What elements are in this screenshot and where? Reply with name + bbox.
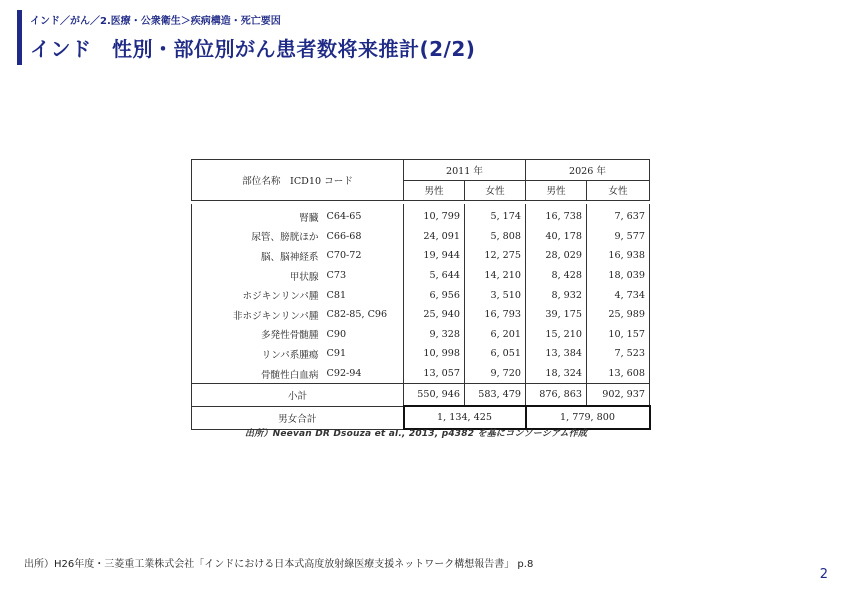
header-male-2011: 男性 — [404, 180, 465, 201]
header-year-2011: 2011 年 — [404, 160, 526, 181]
value-cell: 16, 793 — [465, 305, 526, 325]
subtotal-value: 876, 863 — [526, 384, 587, 407]
value-cell: 13, 057 — [404, 364, 465, 384]
icd10-code: C91 — [326, 348, 347, 360]
value-cell: 4, 734 — [587, 285, 650, 305]
table-row — [192, 344, 650, 364]
site-name: リンパ系腫瘍 — [192, 344, 325, 364]
table-row — [192, 305, 650, 325]
table-row — [192, 285, 650, 305]
value-cell: 6, 956 — [404, 285, 465, 305]
value-cell: 12, 275 — [465, 246, 526, 266]
value-cell: 8, 932 — [526, 285, 587, 305]
value-cell: 25, 989 — [587, 305, 650, 325]
value-cell: 7, 637 — [587, 204, 650, 227]
value-cell: 5, 644 — [404, 266, 465, 286]
subtotal-value: 583, 479 — [465, 384, 526, 407]
total-2011: 1, 134, 425 — [404, 406, 526, 429]
value-cell: 9, 720 — [465, 364, 526, 384]
icd10-code: C73 — [326, 270, 347, 282]
subtotal-value: 550, 946 — [404, 384, 465, 407]
value-cell: 10, 799 — [404, 204, 465, 227]
subtotal-row — [192, 384, 650, 407]
page-number: 2 — [819, 567, 828, 582]
value-cell: 16, 738 — [526, 204, 587, 227]
icd10-code: C66-68 — [326, 230, 362, 242]
table-row — [192, 364, 650, 384]
source-note: 出所）H26年度・三菱重工業株式会社「インドにおける日本式高度放射線医療支援ネットワーク構想報告書」 p.8 — [24, 559, 534, 570]
value-cell: 6, 201 — [465, 325, 526, 345]
value-cell: 6, 051 — [465, 344, 526, 364]
icd10-code: C70-72 — [326, 250, 362, 262]
subtotal-label: 小計 — [192, 384, 404, 407]
icd10-code: C90 — [326, 328, 347, 340]
value-cell: 40, 178 — [526, 227, 587, 247]
value-cell: 24, 091 — [404, 227, 465, 247]
value-cell: 28, 029 — [526, 246, 587, 266]
site-name: 非ホジキンリンパ腫 — [192, 305, 325, 325]
breadcrumb: インド／がん／2.医療・公衆衛生＞疾病構造・死亡要因 — [30, 16, 281, 27]
site-name: 腎臓 — [192, 204, 325, 227]
value-cell: 39, 175 — [526, 305, 587, 325]
header-site-code: 部位名称 ICD10 コード — [192, 160, 404, 201]
icd10-code: C82-85, C96 — [326, 309, 388, 321]
site-name: 骨髄性白血病 — [192, 364, 325, 384]
header-male-2026: 男性 — [526, 180, 587, 201]
subtotal-value: 902, 937 — [587, 384, 650, 407]
site-name: 甲状腺 — [192, 266, 325, 286]
value-cell: 16, 938 — [587, 246, 650, 266]
value-cell: 5, 174 — [465, 204, 526, 227]
icd10-code: C81 — [326, 289, 347, 301]
value-cell: 7, 523 — [587, 344, 650, 364]
page-title: インド 性別・部位別がん患者数将来推計(2/2) — [30, 37, 476, 61]
value-cell: 18, 039 — [587, 266, 650, 286]
table-row — [192, 325, 650, 345]
value-cell: 10, 998 — [404, 344, 465, 364]
value-cell: 14, 210 — [465, 266, 526, 286]
cancer-patient-table — [191, 159, 651, 430]
header-female-2026: 女性 — [587, 180, 650, 201]
table-row — [192, 204, 650, 227]
site-name: 脳、脳神経系 — [192, 246, 325, 266]
icd10-code: C92-94 — [326, 368, 362, 380]
value-cell: 15, 210 — [526, 325, 587, 345]
value-cell: 8, 428 — [526, 266, 587, 286]
total-label: 男女合計 — [192, 406, 404, 429]
title-accent-bar — [17, 10, 22, 65]
value-cell: 9, 577 — [587, 227, 650, 247]
total-2026: 1, 779, 800 — [526, 406, 650, 429]
header-year-2026: 2026 年 — [526, 160, 650, 181]
table-row — [192, 246, 650, 266]
table-caption: 出所）Neevan DR Dsouza et al., 2013, p4382 を基にコンソーシアム作成 — [245, 429, 588, 439]
table-row — [192, 227, 650, 247]
value-cell: 25, 940 — [404, 305, 465, 325]
value-cell: 3, 510 — [465, 285, 526, 305]
site-name: 尿管、膀胱ほか — [192, 227, 325, 247]
table-row — [192, 266, 650, 286]
site-name: ホジキンリンパ腫 — [192, 285, 325, 305]
header-female-2011: 女性 — [465, 180, 526, 201]
value-cell: 5, 808 — [465, 227, 526, 247]
value-cell: 19, 944 — [404, 246, 465, 266]
value-cell: 18, 324 — [526, 364, 587, 384]
site-name: 多発性骨髄腫 — [192, 325, 325, 345]
value-cell: 13, 384 — [526, 344, 587, 364]
value-cell: 10, 157 — [587, 325, 650, 345]
value-cell: 13, 608 — [587, 364, 650, 384]
icd10-code: C64-65 — [326, 211, 362, 223]
value-cell: 9, 328 — [404, 325, 465, 345]
